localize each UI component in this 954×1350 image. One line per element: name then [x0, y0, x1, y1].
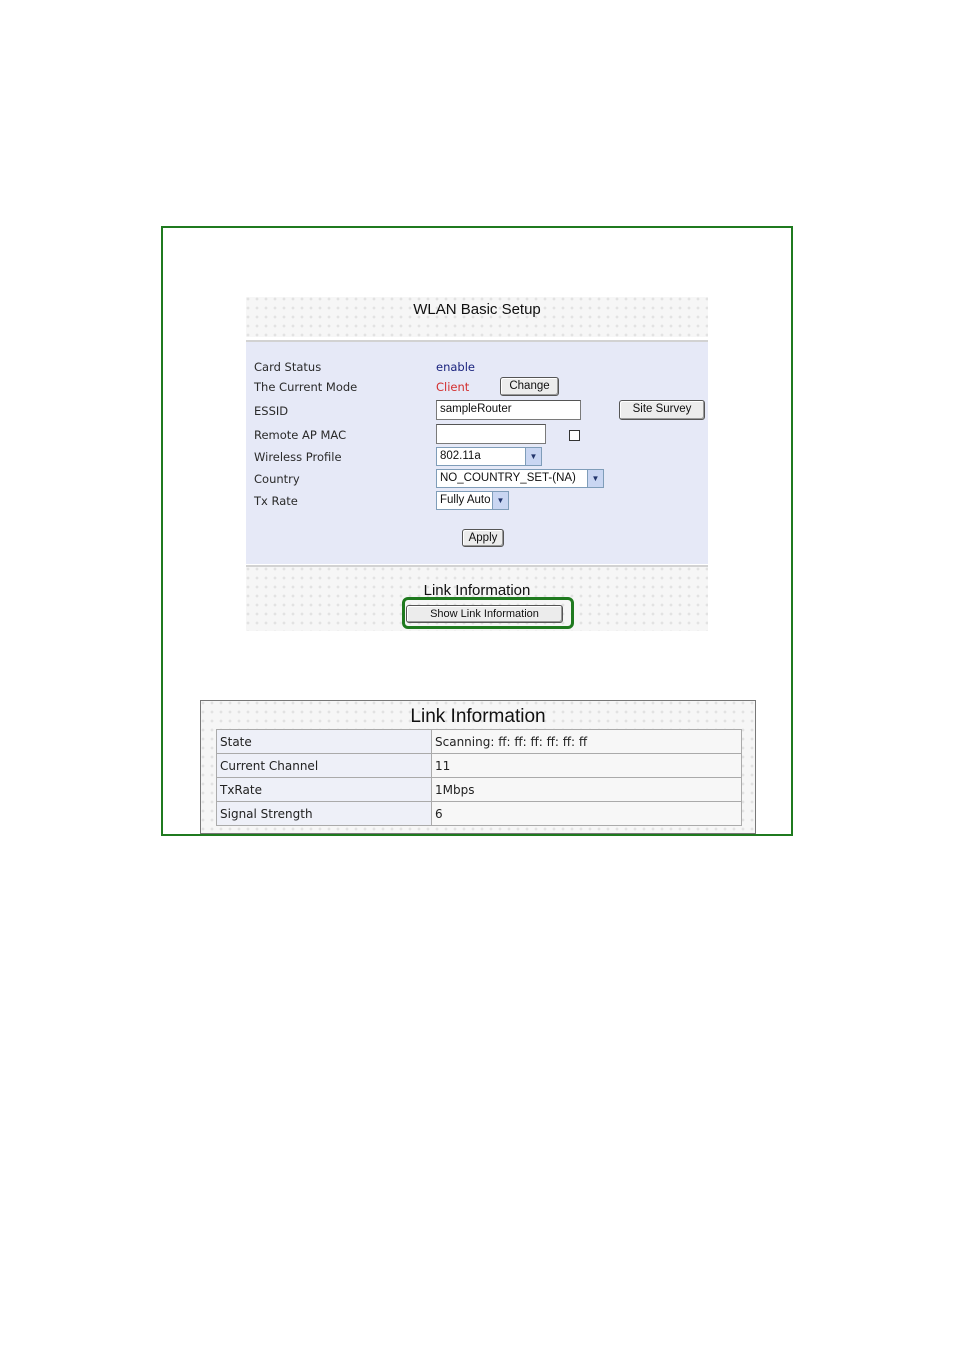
table-row — [217, 730, 742, 754]
tx-rate-label: Tx Rate — [254, 494, 298, 508]
table-row — [217, 778, 742, 802]
site-survey-button[interactable]: Site Survey — [619, 400, 705, 420]
signal-strength-key: Signal Strength — [217, 802, 432, 826]
setup-title: WLAN Basic Setup — [413, 301, 541, 318]
wireless-profile-label: Wireless Profile — [254, 450, 342, 464]
essid-input[interactable]: sampleRouter — [436, 400, 581, 420]
chevron-down-icon[interactable]: ▼ — [525, 448, 541, 465]
button-highlight — [402, 597, 574, 629]
chevron-down-icon[interactable]: ▼ — [492, 492, 508, 509]
card-status-value: enable — [436, 360, 475, 374]
apply-button[interactable]: Apply — [462, 529, 504, 547]
link-section-title: Link Information — [423, 582, 531, 599]
link-info-title: Link Information — [410, 706, 546, 727]
show-link-information-button[interactable]: Show Link Information — [406, 605, 563, 623]
state-value: Scanning: ff: ff: ff: ff: ff: ff — [432, 730, 742, 754]
card-status-label: Card Status — [254, 360, 322, 374]
essid-label: ESSID — [254, 404, 289, 418]
setup-panel — [246, 340, 708, 564]
txrate-key: TxRate — [217, 778, 432, 802]
signal-strength-value: 6 — [432, 802, 742, 826]
current-mode-value: Client — [436, 380, 470, 394]
remote-ap-mac-input[interactable] — [436, 424, 546, 444]
tx-rate-select[interactable] — [436, 491, 509, 510]
state-key: State — [217, 730, 432, 754]
wireless-profile-select[interactable] — [436, 447, 542, 466]
country-label: Country — [254, 472, 300, 486]
tx-rate-value: Fully Auto — [440, 494, 491, 506]
current-channel-key: Current Channel — [217, 754, 432, 778]
wireless-profile-value: 802.11a — [440, 450, 481, 462]
chevron-down-icon[interactable]: ▼ — [587, 470, 603, 487]
country-select[interactable] — [436, 469, 604, 488]
current-mode-label: The Current Mode — [254, 380, 358, 394]
table-row — [217, 802, 742, 826]
remote-ap-mac-label: Remote AP MAC — [254, 428, 347, 442]
current-channel-value: 11 — [432, 754, 742, 778]
link-info-table — [216, 729, 742, 826]
txrate-value: 1Mbps — [432, 778, 742, 802]
setup-header — [246, 297, 708, 337]
table-row — [217, 754, 742, 778]
country-value: NO_COUNTRY_SET-(NA) — [440, 472, 576, 484]
remote-ap-mac-checkbox[interactable] — [569, 430, 580, 441]
change-button[interactable]: Change — [500, 377, 559, 396]
